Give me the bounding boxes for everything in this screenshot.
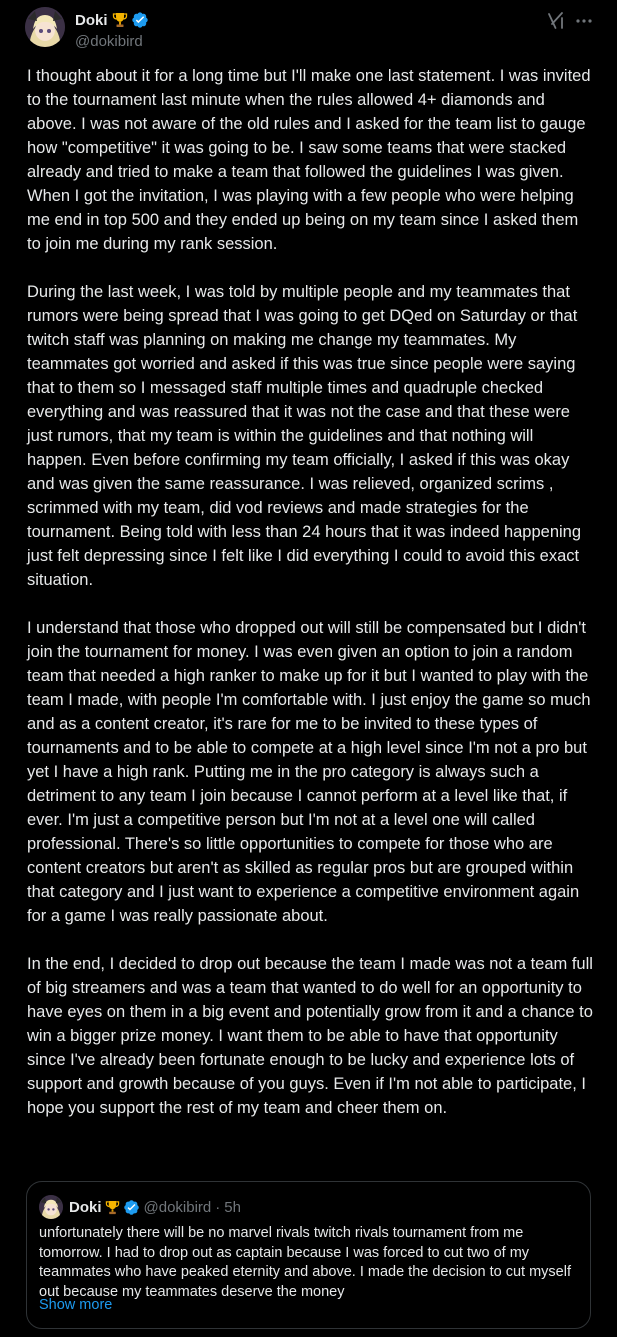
tweet-paragraph-2: During the last week, I was told by multiple people and my teammates that rumors were being spread that I was going to get DQed on Saturday or that twitch staff was planning on making me change my teammates. My teammates got worried and asked if this was true since people were saying that to them so I messaged staff multiple times and quadruple checked everything and was reassured that it was not the case and that these were just rumors, that my team is within the guidelines and that nothing will happen. Even before confirming my team officially, I asked if this was okay and was given the same reassurance. I was relieved, organized scrims , scrimmed with my team, did vod reviews and made strategies for the tournament. Being told with less than 24 hours that it was indeed happening just felt depressing since I felt like I did everything I could to avoid this exact situation. [27,283,582,589]
author-name-row [75,11,149,29]
tweet-paragraph-4: In the end, I decided to drop out because the team I made was not a team full of big streamers and was a team that wanted to do well for an opportunity to have eyes on them in a big event and potentially grow from it and a chance to win a bigger prize money. I want them to be able to have that opportunity since I've already been fortunate enough to be lucky and experience lots of support and growth because of you guys. Even if I'm not able to participate, I hope you support the rest of my team and cheer them on. [27,955,593,1117]
grok-icon[interactable] [546,11,566,31]
verified-badge-icon [123,1199,140,1216]
quote-text: unfortunately there will be no marvel rivals twitch rivals tournament from me tomorrow. I had to drop out as captain because I was forced to cut two of my teammates who have peaked eternity and above. I made the decision to cut myself out because my teammates deserve the money [39,1225,571,1300]
more-dots-icon[interactable] [574,11,594,31]
tweet-text [27,64,593,1144]
quoted-tweet[interactable] [26,1181,591,1329]
quote-author-name: Doki [69,1198,102,1216]
avatar[interactable] [25,7,65,47]
tweet-paragraph-1: I thought about it for a long time but I'll make one last statement. I was invited to the tournament last minute when the rules allowed 4+ diamonds and above. I was not aware of the old rules and I asked for the team list to gauge how "competitive" it was going to be. I saw some teams that were stacked already and tried to make a team that followed the guidelines I was given. When I got the invitation, I was playing with a few people who were helping me end in top 500 and they ended up being on my team since I asked them to join me during my rank session. [27,67,591,253]
trophy-icon [112,12,128,28]
quote-header [69,1197,241,1217]
verified-badge-icon[interactable] [131,11,149,29]
tweet-paragraph-3: I understand that those who dropped out will still be compensated but I didn't join the tournament for money. I was even given an option to join a random team that needed a high ranker to make up for it but I wanted to play with the team I made, with people I'm comfortable with. I just enjoy the game so much and as a content creator, it's rare for me to be invited to these types of tournaments and to be able to compete at a high level since I'm not a pro but yet I have a high rank. Putting me in the pro category is always such a detriment to any team I join because I cannot perform at a level like that, if ever. I'm just a competitive person but I'm not at a level one will called professional. There's so little opportunities to compete for those who are content creators but aren't as skilled as regular pros but are grouped within that category and I just want to experience a competitive environment again for a game I was really passionate about. [27,619,591,925]
quote-avatar[interactable] [39,1195,63,1219]
trophy-icon [105,1200,120,1215]
quote-timestamp[interactable]: 5h [224,1198,241,1216]
quote-separator: · [215,1198,221,1216]
author-display-name[interactable]: Doki [75,11,108,29]
show-more-link[interactable]: Show more [39,1297,113,1313]
quote-author-handle: @dokibird [143,1198,212,1216]
author-handle[interactable]: @dokibird [75,33,143,50]
